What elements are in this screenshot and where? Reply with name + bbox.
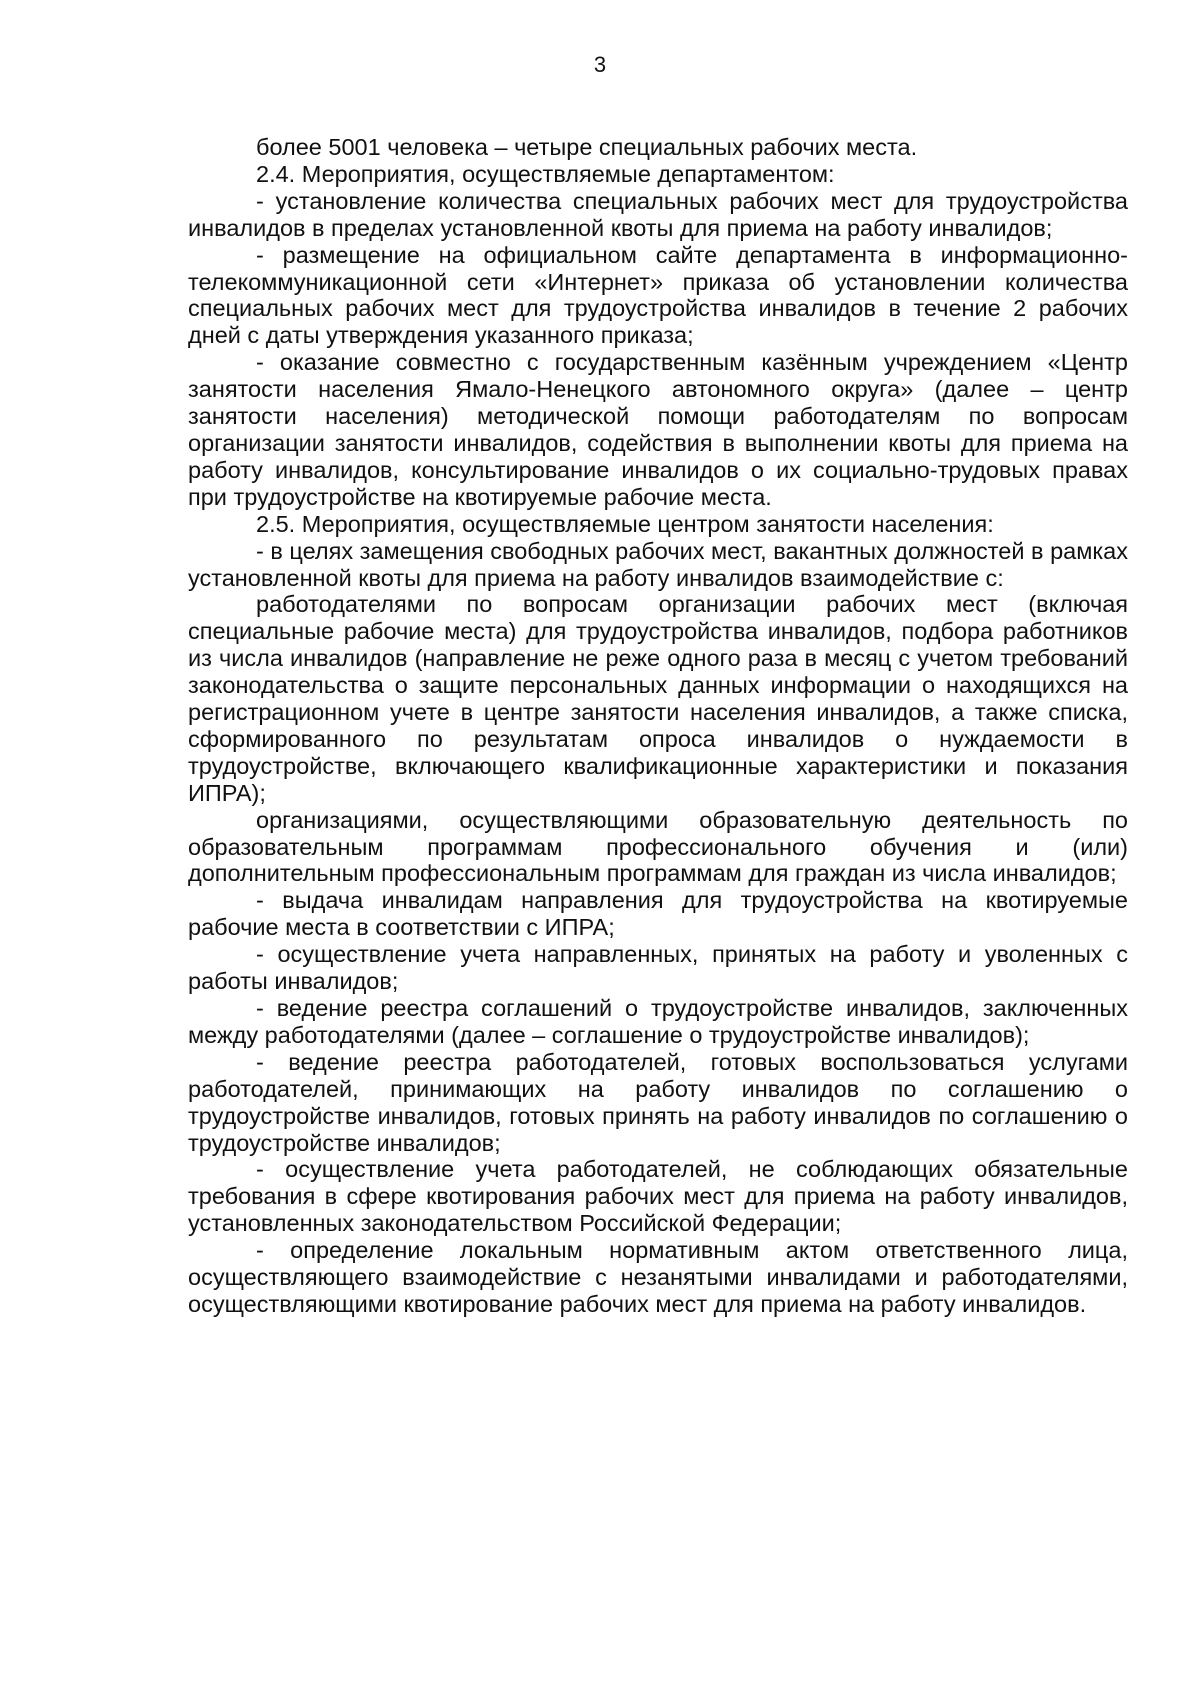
list-item: - ведение реестра работодателей, готовых воспользоваться услугами работодателей, принимающих на работу инвалидов по соглашению о трудоустройстве инвалидов, готовых принять на работу инвалидов по соглашению о трудоустройстве инвалидов; <box>188 1048 1128 1156</box>
document-body <box>188 134 1128 1318</box>
page-number: 3 <box>593 52 607 77</box>
list-item: - размещение на официальном сайте департамента в информационно-телекоммуникационной сети «Интернет» приказа об установлении количества специальных рабочих мест для трудоустройства инвалидов в течение 2 рабочих дней с даты утверждения указанного приказа; <box>188 241 1128 349</box>
sub-item: работодателями по вопросам организации рабочих мест (включая специальные рабочие места) для трудоустройства инвалидов, подбора работников из числа инвалидов (направление не реже одного раза в месяц с учетом требований законодательства о защите персональных данных информации о находящихся на регистрационном учете в центре занятости населения инвалидов, а также списка, сформированного по результатам опроса инвалидов о нуждаемости в трудоустройстве, включающего квалификационные характеристики и показания ИПРА); <box>188 591 1128 806</box>
section-heading-2-4: 2.4. Мероприятия, осуществляемые департаментом: <box>256 160 835 187</box>
list-item: - определение локальным нормативным актом ответственного лица, осуществляющего взаимодействие с незанятыми инвалидами и работодателями, осуществляющими квотирование рабочих мест для приема на работу инвалидов. <box>188 1237 1128 1317</box>
list-item: - ведение реестра соглашений о трудоустройстве инвалидов, заключенных между работодателями (далее – соглашение о трудоустройстве инвалидов); <box>188 995 1128 1048</box>
list-item: - в целях замещения свободных рабочих мест, вакантных должностей в рамках установленной квоты для приема на работу инвалидов взаимодействие с: <box>188 537 1128 591</box>
sub-item: организациями, осуществляющими образовательную деятельность по образовательным программам профессионального обучения и (или) дополнительным профессиональным программам для граждан из числа инвалидов; <box>188 806 1128 887</box>
paragraph: более 5001 человека – четыре специальных рабочих места. <box>256 134 918 160</box>
list-item: - осуществление учета работодателей, не соблюдающих обязательные требования в сфере квотирования рабочих мест для приема на работу инвалидов, установленных законодательством Российской Федерации; <box>188 1156 1128 1237</box>
list-item: - оказание совместно с государственным казённым учреждением «Центр занятости населения Ямало-Ненецкого автономного округа» (далее – центр занятости населения) методической помощи работодателям по вопросам организации занятости инвалидов, содействия в выполнении квоты для приема на работу инвалидов, консультирование инвалидов о их социально-трудовых правах при трудоустройстве на квотируемые рабочие места. <box>188 349 1128 510</box>
list-item: - выдача инвалидам направления для трудоустройства на квотируемые рабочие места в соответствии с ИПРА; <box>188 887 1128 941</box>
list-item: - осуществление учета направленных, принятых на работу и уволенных с работы инвалидов; <box>188 941 1128 995</box>
list-item: - установление количества специальных рабочих мест для трудоустройства инвалидов в пределах установленной квоты для приема на работу инвалидов; <box>188 187 1128 241</box>
section-heading-2-5: 2.5. Мероприятия, осуществляемые центром занятости населения: <box>256 510 994 537</box>
